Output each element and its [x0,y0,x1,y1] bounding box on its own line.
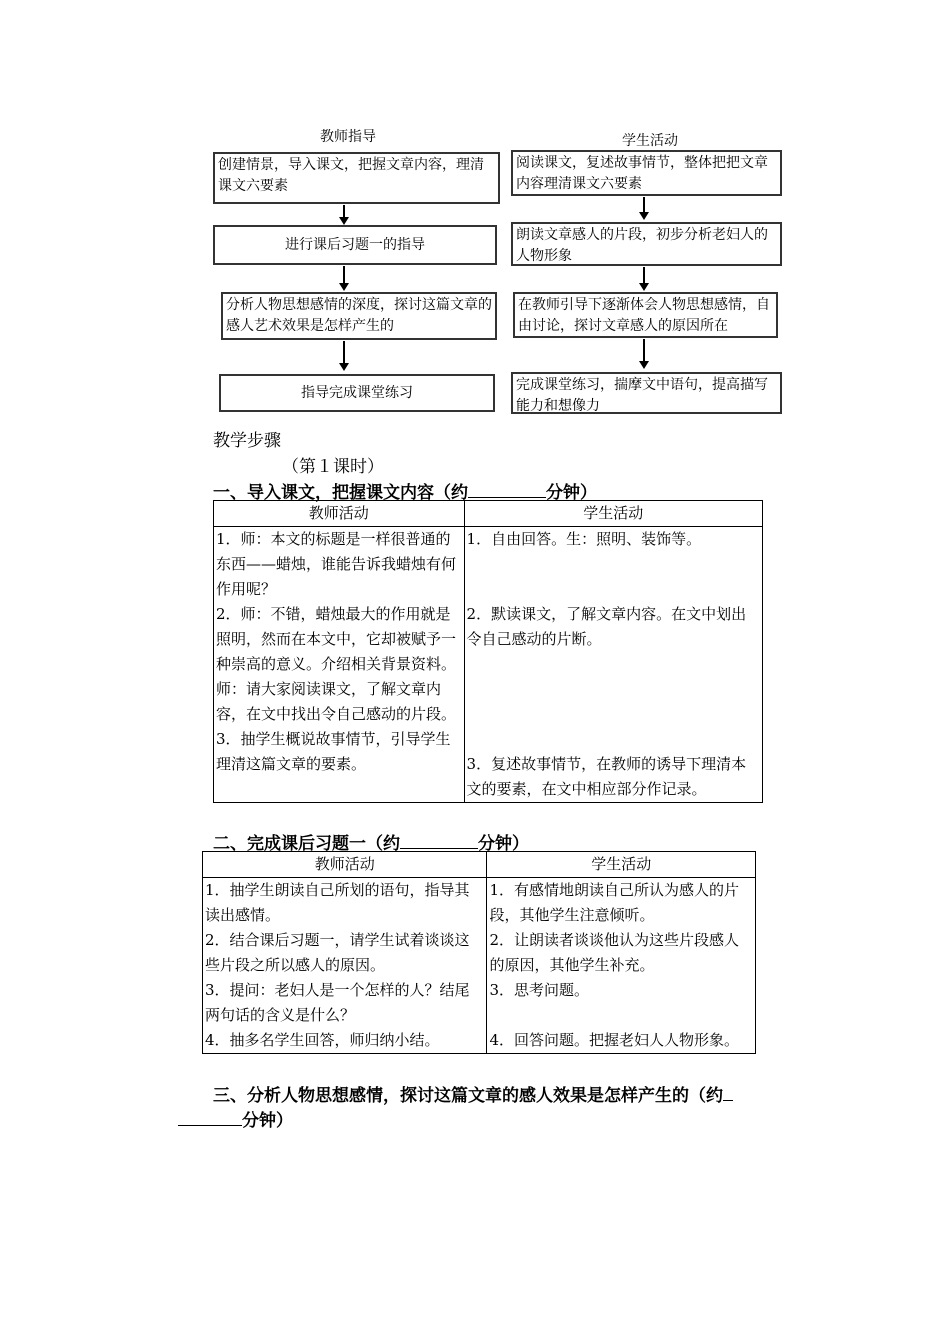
student-column-title: 学生活动 [622,133,678,149]
section-1-title-suffix: 分钟） [546,483,597,503]
duration-blank-start [723,1084,733,1101]
student-step-4: 完成课堂练习，揣摩文中语句，提高描写能力和想像力 [511,372,782,414]
section-3-title-suffix: 分钟） [242,1111,293,1131]
header-teacher-activity: 教师活动 [214,501,465,527]
duration-blank-end [178,1109,242,1126]
student-item-2: 2．默读课文，了解文章内容。在文中划出令自己感动的片断。 [466,605,747,648]
header-teacher-activity: 教师活动 [203,852,487,878]
student-step-2: 朗读文章感人的片段，初步分析老妇人的人物形象 [511,222,782,266]
teacher-step-4: 指导完成课堂练习 [219,374,495,412]
section-2-title-suffix: 分钟） [478,834,529,854]
teacher-item-1: 1．师：本文的标题是一样很普通的东西——蜡烛，谁能告诉我蜡烛有何作用呢？ [216,530,457,598]
student-step-3: 在教师引导下逐渐体会人物思想感情，自由讨论，探讨文章感人的原因所在 [513,292,778,338]
student-item-1: 1．自由回答。生：照明、装饰等。 [466,530,702,548]
section-1-title-prefix: 一、导入课文，把握课文内容（约 [213,483,468,503]
student-item-3: 3．思考问题。 [489,981,590,999]
student-item-4: 4．回答问题。把握老妇人人物形象。 [489,1031,740,1049]
teaching-steps-title: 教学步骤 [213,431,281,451]
header-student-activity: 学生活动 [487,852,756,878]
student-step-1: 阅读课文，复述故事情节，整体把把文章内容理清课文六要素 [511,150,782,196]
teacher-item-4: 4．抽多名学生回答，师归纳小结。 [205,1031,440,1049]
teacher-step-2: 进行课后习题一的指导 [213,225,497,265]
teacher-item-2: 2．师：不错，蜡烛最大的作用就是照明，然而在本文中，它却被赋予一种崇高的意义。介绍相关背景资料。师：请大家阅读课文，了解文章内容，在文中找出令自己感动的片段。 [216,605,457,723]
section-3-title [213,1081,733,1106]
student-item-2: 2．让朗读者谈谈他认为这些片段感人的原因，其他学生补充。 [489,931,740,974]
teacher-step-1: 创建情景，导入课文，把握文章内容，理清课文六要素 [213,152,500,204]
teacher-step-3: 分析人物思想感情的深度，探讨这篇文章的感人艺术效果是怎样产生的 [221,292,497,340]
teacher-item-3: 3．提问：老妇人是一个怎样的人？结尾两句话的含义是什么？ [205,981,470,1024]
duration-blank [468,481,546,498]
teacher-activity-cell [203,878,487,1054]
section-2-table [202,851,756,1054]
lesson-number: （第１课时） [282,457,384,477]
student-activity-cell [464,527,762,803]
teacher-column-title: 教师指导 [320,129,376,145]
teacher-activity-cell [214,527,465,803]
student-item-1: 1．有感情地朗读自己所认为感人的片段，其他学生注意倾听。 [489,881,740,924]
teacher-item-3: 3．抽学生概说故事情节，引导学生理清这篇文章的要素。 [216,730,451,773]
section-1-table [213,500,763,803]
duration-blank [400,832,478,849]
student-item-3: 3．复述故事情节，在教师的诱导下理清本文的要素，在文中相应部分作记录。 [466,755,747,798]
student-activity-cell [487,878,756,1054]
section-3-title-line1: 三、分析人物思想感情，探讨这篇文章的感人效果是怎样产生的（约 [213,1086,723,1106]
section-3-title-cont [178,1106,293,1131]
teacher-item-1: 1．抽学生朗读自己所划的语句，指导其读出感情。 [205,881,470,924]
teacher-item-2: 2．结合课后习题一，请学生试着谈谈这些片段之所以感人的原因。 [205,931,470,974]
section-2-title-prefix: 二、完成课后习题一（约 [213,834,400,854]
header-student-activity: 学生活动 [464,501,762,527]
